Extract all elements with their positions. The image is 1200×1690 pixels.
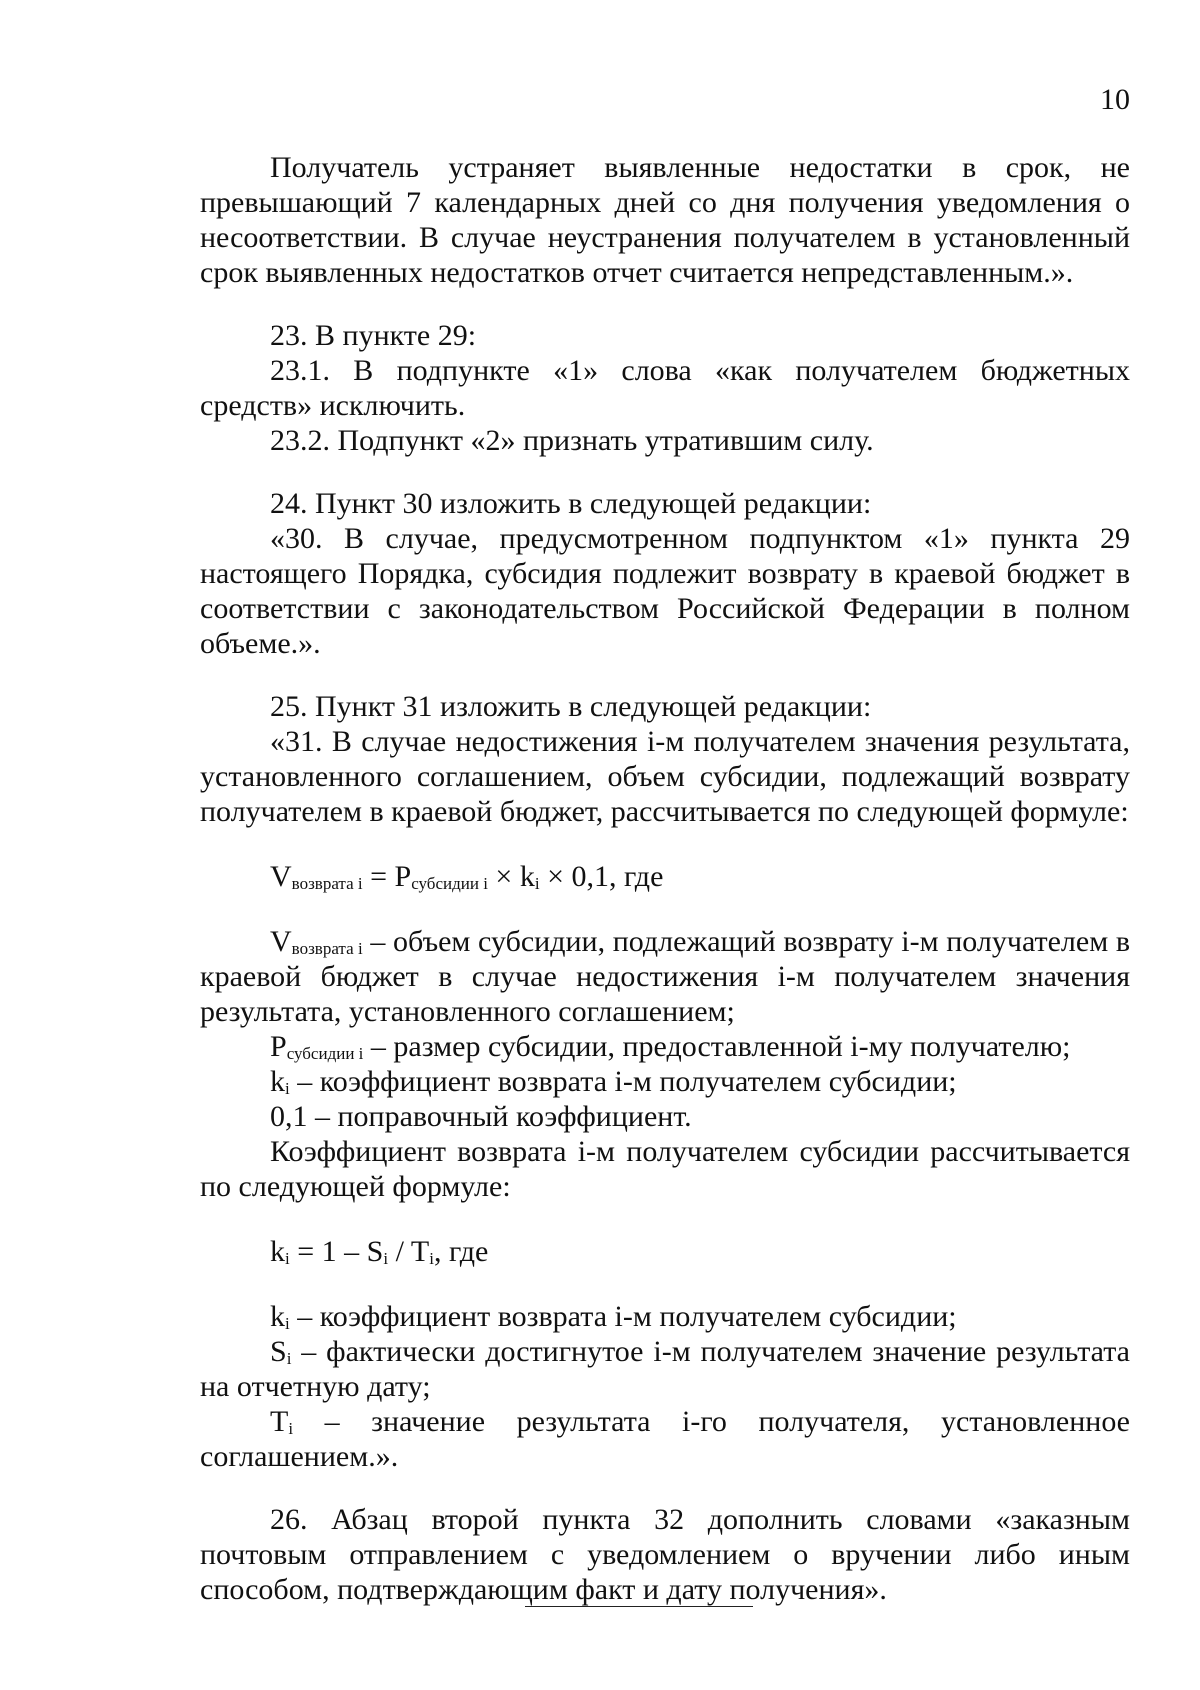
definition-v-return: $V_{возврата i}$ – объем субсидии, подлежащий возврату i-м получателем в краевой бюджет в случае недостижения i-м получателем значения результата, установленного соглашением;	[200, 925, 1130, 1028]
definition-s: $S_i$ – фактически достигнутое i-м получателем значение результата на отчетную дату;	[200, 1335, 1130, 1403]
definition-correction-coef: 0,1 – поправочный коэффициент.	[270, 1100, 692, 1133]
page-number: 10	[1100, 83, 1130, 116]
document-body	[200, 150, 1130, 1607]
definition-t: $T_i$ – значение результата i-го получателя, установленное соглашением.».	[200, 1405, 1130, 1473]
item-23-2: 23.2. Подпункт «2» признать утратившим силу.	[270, 424, 874, 457]
paragraph-recipient-corrects: Получатель устраняет выявленные недостатки в срок, не превышающий 7 календарных дней со дня получения уведомления о несоответствии. В случае неустранения получателем в установленный срок выявленных недостатков отчет считается непредставленным.».	[200, 151, 1130, 289]
item-25-text: «31. В случае недостижения i-м получателем значения результата, установленного соглашением, объем субсидии, подлежащий возврату получателем в краевой бюджет, рассчитывается по следующей формуле:	[200, 725, 1130, 828]
item-23-1: 23.1. В подпункте «1» слова «как получателем бюджетных средств» исключить.	[200, 354, 1130, 422]
paragraph-coef-formula-intro: Коэффициент возврата i-м получателем субсидии рассчитывается по следующей формуле:	[200, 1135, 1130, 1203]
end-divider-line	[525, 1606, 753, 1607]
item-24: 24. Пункт 30 изложить в следующей редакции:	[270, 487, 872, 520]
definition-k-2: $k_i$ – коэффициент возврата i-м получателем субсидии;	[270, 1300, 957, 1333]
formula-return-coefficient: $k_i = 1 - S_i / T_i$, где	[270, 1235, 489, 1268]
item-25: 25. Пункт 31 изложить в следующей редакции:	[270, 690, 872, 723]
definition-k: $k_i$ – коэффициент возврата i-м получателем субсидии;	[270, 1065, 957, 1098]
item-23: 23. В пункте 29:	[270, 319, 477, 352]
definition-p-subsidy: $P_{субсидии i}$ – размер субсидии, предоставленной i-му получателю;	[270, 1030, 1071, 1063]
item-24-text: «30. В случае, предусмотренном подпунктом «1» пункта 29 настоящего Порядка, субсидия подлежит возврату в краевой бюджет в соответствии с законодательством Российской Федерации в полном объеме.».	[200, 522, 1130, 660]
item-26: 26. Абзац второй пункта 32 дополнить словами «заказным почтовым отправлением с уведомлением о вручении либо иным способом, подтверждающим факт и дату получения».	[200, 1503, 1130, 1606]
formula-return-volume: $V_{возврата i} = P_{субсидии i} \times k_i \times 0,1$, где	[270, 860, 664, 893]
